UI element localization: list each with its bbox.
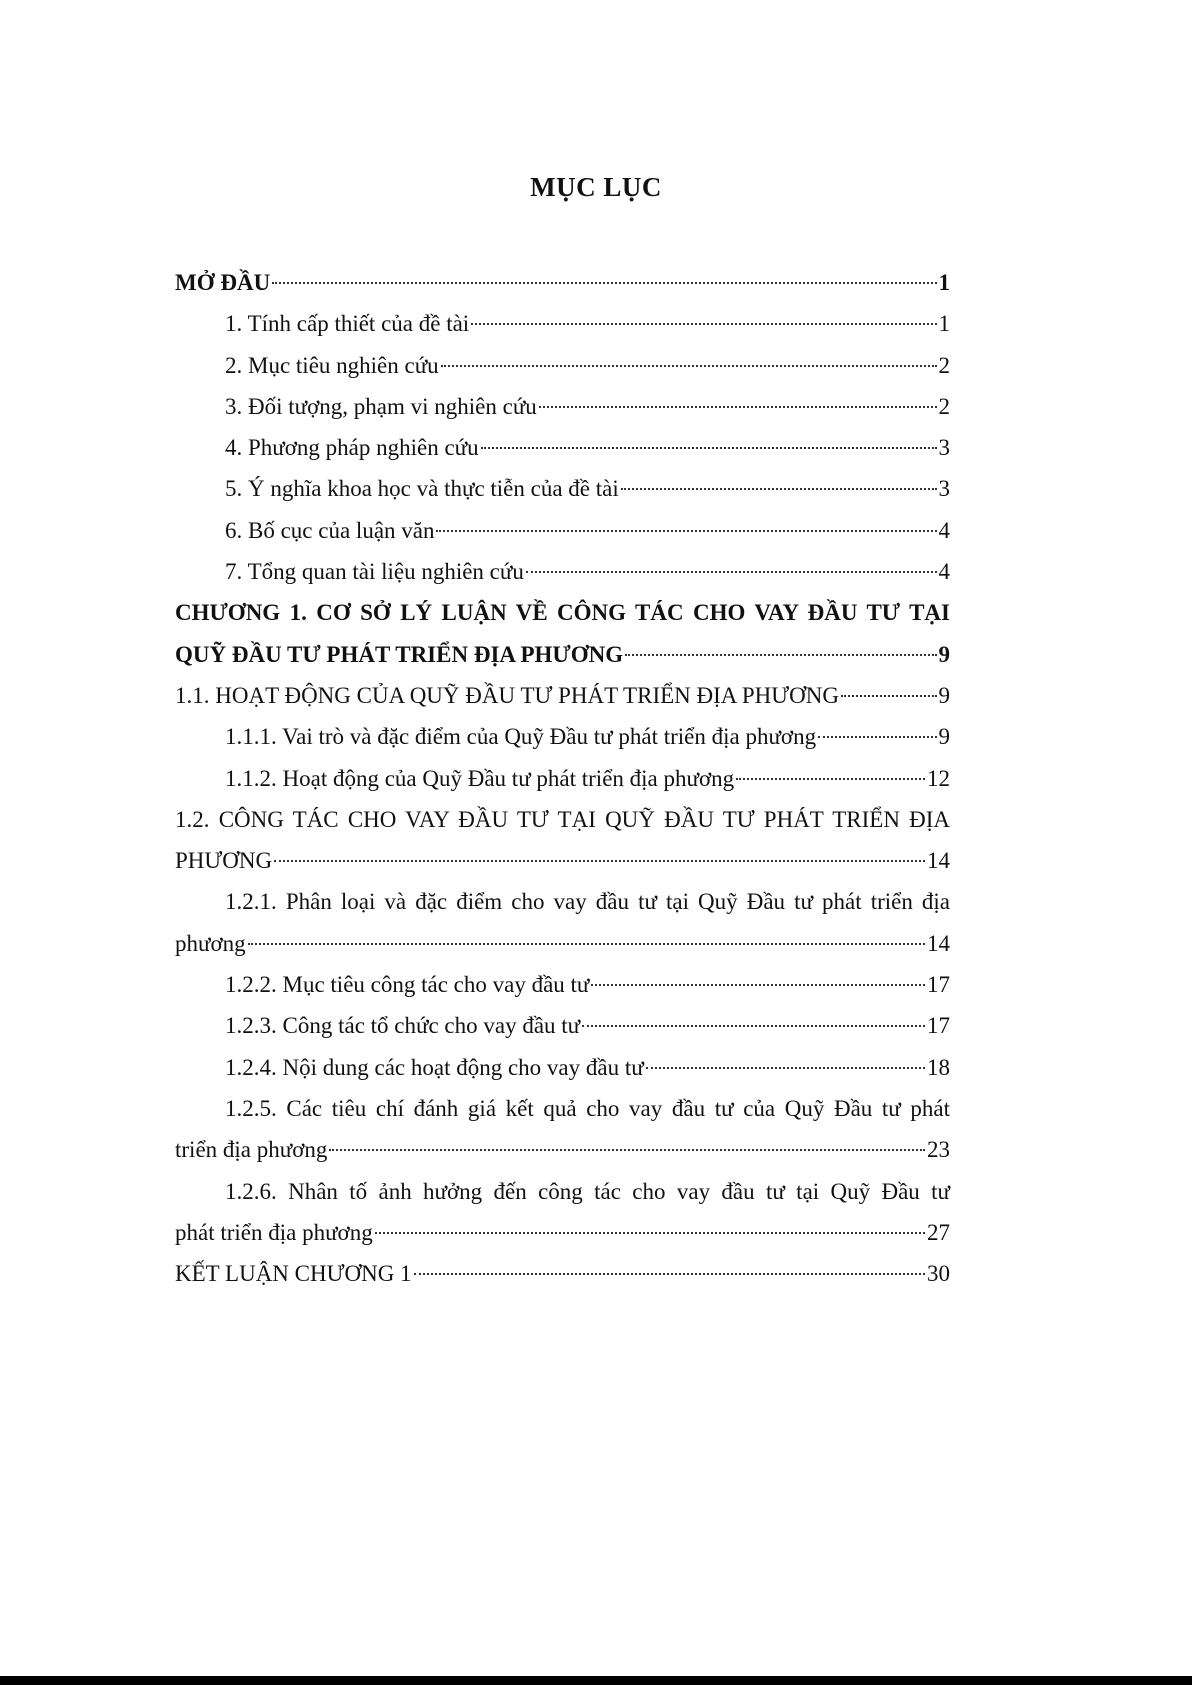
toc-leader-dots xyxy=(841,695,937,697)
toc-entry-1-2-2[interactable] xyxy=(175,964,950,1005)
toc-page-number: 17 xyxy=(927,1013,950,1039)
toc-leader-dots xyxy=(646,1067,925,1069)
toc-entry-text-line2: phát triển địa phương xyxy=(175,1219,373,1245)
toc-entry-text: 1.2.2. Mục tiêu công tác cho vay đầu tư xyxy=(225,972,590,998)
bottom-border xyxy=(0,1676,1192,1685)
toc-entry-4[interactable] xyxy=(175,427,950,468)
toc-page-number: 14 xyxy=(927,930,950,956)
toc-leader-dots xyxy=(481,447,937,449)
toc-entry-text: 7. Tổng quan tài liệu nghiên cứu xyxy=(225,559,524,585)
toc-entry-1-2-5[interactable] xyxy=(175,1088,950,1129)
toc-entry-ket-luan[interactable] xyxy=(175,1253,950,1294)
toc-entry-text-line2: triển địa phương xyxy=(175,1137,328,1163)
toc-entry-1-2-3[interactable] xyxy=(175,1005,950,1046)
toc-entry-text-line1: 1.2.6. Nhân tố ảnh hưởng đến công tác cho vay đầu tư tại Quỹ Đầu tư xyxy=(225,1178,950,1204)
toc-entry-text-line1: 1.2. CÔNG TÁC CHO VAY ĐẦU TƯ TẠI QUỸ ĐẦU TƯ PHÁT TRIỂN ĐỊA xyxy=(175,806,950,832)
toc-leader-dots xyxy=(591,984,925,986)
toc-leader-dots xyxy=(471,323,936,325)
toc-leader-dots xyxy=(526,571,937,573)
toc-entry-chapter-1[interactable] xyxy=(175,592,950,633)
toc-entry-text: 1.1.2. Hoạt động của Quỹ Đầu tư phát triển địa phương xyxy=(225,765,735,791)
toc-leader-dots xyxy=(248,943,925,945)
toc-leader-dots xyxy=(375,1232,925,1234)
toc-entry-text-line2: QUỸ ĐẦU TƯ PHÁT TRIỂN ĐỊA PHƯƠNG xyxy=(175,641,624,667)
toc-entry-1-2-cont[interactable] xyxy=(175,840,950,881)
toc-entry-text: 3. Đối tượng, phạm vi nghiên cứu xyxy=(225,393,537,419)
toc-leader-dots xyxy=(625,654,936,656)
toc-entry-text: MỞ ĐẦU xyxy=(175,270,271,295)
toc-leader-dots xyxy=(441,365,937,367)
toc-entry-text: 1.1. HOẠT ĐỘNG CỦA QUỸ ĐẦU TƯ PHÁT TRIỂN ĐỊA PHƯƠNG xyxy=(175,682,839,708)
toc-page-number: 17 xyxy=(927,972,950,998)
toc-entry-text: 4. Phương pháp nghiên cứu xyxy=(225,435,479,461)
toc-page-number: 9 xyxy=(938,724,950,750)
toc-entry-1-2-6[interactable] xyxy=(175,1171,950,1212)
toc-page-number: 9 xyxy=(938,641,950,667)
toc-entry-text-line2: phương xyxy=(175,930,246,956)
toc-entry-7[interactable] xyxy=(175,551,950,592)
toc-entry-5[interactable] xyxy=(175,468,950,509)
toc-leader-dots xyxy=(274,860,925,862)
toc-entry-3[interactable] xyxy=(175,386,950,427)
table-of-contents xyxy=(175,262,950,1294)
toc-page-number: 3 xyxy=(938,435,950,461)
toc-entry-text-line1: 1.2.1. Phân loại và đặc điểm cho vay đầu tư tại Quỹ Đầu tư phát triển địa xyxy=(225,889,950,915)
toc-page-number: 23 xyxy=(927,1137,950,1163)
toc-page-number: 9 xyxy=(938,682,950,708)
toc-entry-text: 6. Bố cục của luận văn xyxy=(225,517,435,543)
toc-leader-dots xyxy=(736,778,925,780)
toc-entry-text: KẾT LUẬN CHƯƠNG 1 xyxy=(175,1261,412,1287)
toc-entry-text-line1: CHƯƠNG 1. CƠ SỞ LÝ LUẬN VỀ CÔNG TÁC CHO VAY ĐẦU TƯ TẠI xyxy=(175,600,950,626)
toc-entry-1-2[interactable] xyxy=(175,799,950,840)
toc-leader-dots xyxy=(818,736,936,738)
toc-entry-text: 1.1.1. Vai trò và đặc điểm của Quỹ Đầu tư phát triển địa phương xyxy=(225,724,817,750)
toc-entry-1[interactable] xyxy=(175,303,950,344)
toc-entry-2[interactable] xyxy=(175,345,950,386)
toc-entry-text: 1. Tính cấp thiết của đề tài xyxy=(225,311,470,337)
toc-leader-dots xyxy=(272,282,936,284)
toc-leader-dots xyxy=(621,488,937,490)
toc-entry-text: 2. Mục tiêu nghiên cứu xyxy=(225,352,439,378)
toc-leader-dots xyxy=(582,1025,925,1027)
toc-page-number: 18 xyxy=(927,1054,950,1080)
toc-page-number: 4 xyxy=(938,517,950,543)
toc-page-number: 14 xyxy=(927,848,950,874)
toc-entry-1-2-5-cont[interactable] xyxy=(175,1129,950,1170)
toc-entry-mo-dau[interactable] xyxy=(175,262,950,303)
toc-entry-6[interactable] xyxy=(175,510,950,551)
toc-entry-1-2-1[interactable] xyxy=(175,881,950,922)
toc-entry-text-line2: PHƯƠNG xyxy=(175,848,273,874)
toc-entry-text: 1.2.3. Công tác tổ chức cho vay đầu tư xyxy=(225,1013,581,1039)
toc-page-number: 2 xyxy=(938,393,950,419)
toc-page-number: 12 xyxy=(927,765,950,791)
toc-entry-text: 1.2.4. Nội dung các hoạt động cho vay đầu tư xyxy=(225,1054,644,1080)
toc-page-number: 2 xyxy=(938,352,950,378)
toc-page-number: 27 xyxy=(927,1219,950,1245)
toc-entry-1-2-4[interactable] xyxy=(175,1047,950,1088)
toc-leader-dots xyxy=(329,1149,925,1151)
toc-entry-1-2-1-cont[interactable] xyxy=(175,923,950,964)
toc-page-number: 3 xyxy=(938,476,950,502)
toc-leader-dots xyxy=(414,1273,925,1275)
toc-page-number: 1 xyxy=(938,311,950,337)
page-title: MỤC LỤC xyxy=(530,172,662,202)
toc-entry-1-1[interactable] xyxy=(175,675,950,716)
toc-entry-1-1-2[interactable] xyxy=(175,758,950,799)
toc-page-number: 30 xyxy=(927,1261,950,1287)
toc-page-number: 4 xyxy=(938,559,950,585)
toc-page-number: 1 xyxy=(938,270,950,295)
toc-entry-text: 5. Ý nghĩa khoa học và thực tiễn của đề tài xyxy=(225,476,619,502)
toc-leader-dots xyxy=(539,406,937,408)
toc-entry-text-line1: 1.2.5. Các tiêu chí đánh giá kết quả cho vay đầu tư của Quỹ Đầu tư phát xyxy=(225,1095,950,1121)
toc-entry-1-2-6-cont[interactable] xyxy=(175,1212,950,1253)
toc-leader-dots xyxy=(436,530,936,532)
toc-entry-1-1-1[interactable] xyxy=(175,716,950,757)
toc-entry-chapter-1-cont[interactable] xyxy=(175,634,950,675)
